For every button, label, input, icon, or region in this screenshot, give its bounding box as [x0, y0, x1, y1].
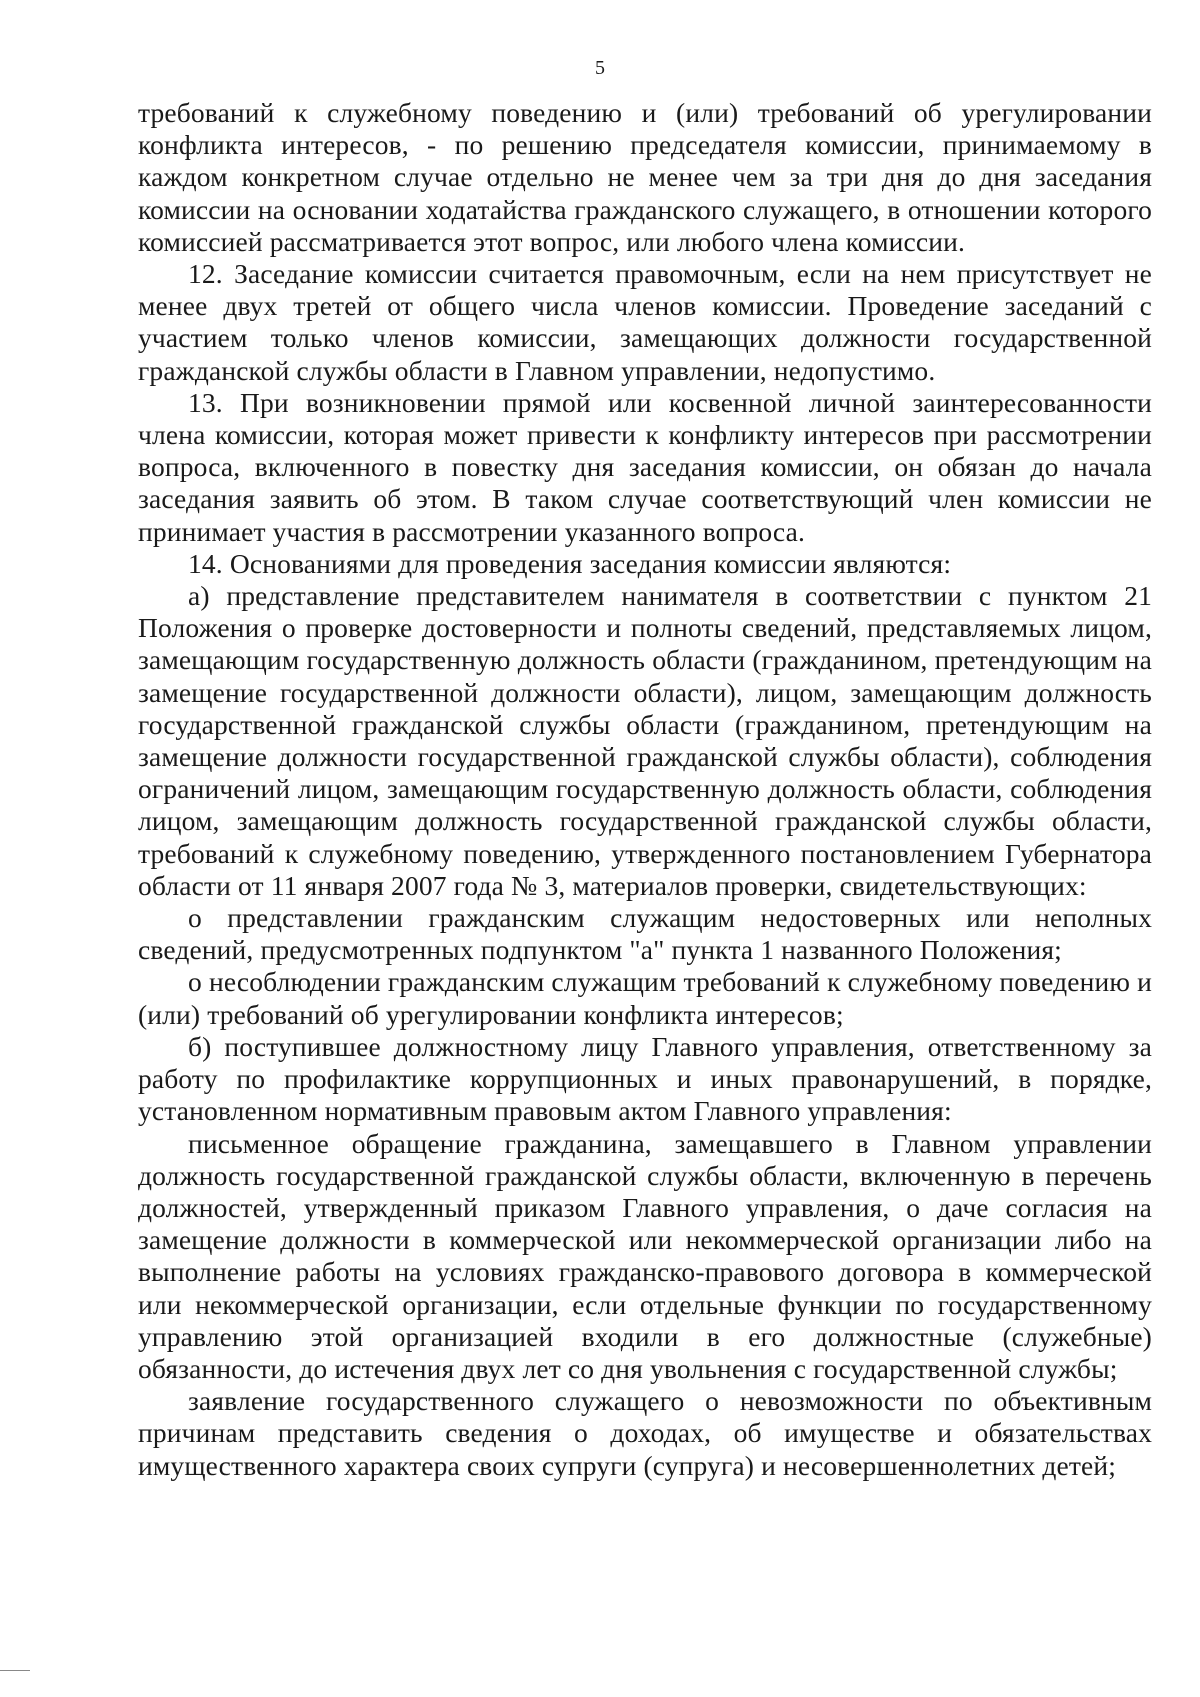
paragraph-subitem-b-1: письменное обращение гражданина, замещавшего в Главном управлении должность государственной гражданской службы области, включенную в перечень должностей, утвержденный приказом Главного управления, о даче согласия на замещение должности в коммерческой или некоммерческой организации либо на выполнение работы на условиях гражданско-правового договора в коммерческой или некоммерческой организации, если отдельные функции по государственному управлению этой организацией входили в его должностные (служебные) обязанности, до истечения двух лет со дня увольнения с государственной службы;: [138, 1127, 1152, 1384]
paragraph-subitem-a-2: о несоблюдении гражданским служащим требований к служебному поведению и (или) требований об урегулировании конфликта интересов;: [138, 966, 1152, 1030]
paragraph-subitem-a-1: о представлении гражданским служащим недостоверных или неполных сведений, предусмотренных подпунктом "а" пункта 1 названного Положения;: [138, 902, 1152, 966]
paragraph-item-12: 12. Заседание комиссии считается правомочным, если на нем присутствует не менее двух третей от общего числа членов комиссии. Проведение заседаний с участием только членов комиссии, замещающих должности государственной гражданской службы области в Главном управлении, недопустимо.: [138, 258, 1152, 386]
paragraph-subitem-b: б) поступившее должностному лицу Главного управления, ответственному за работу по профилактике коррупционных и иных правонарушений, в порядке, установленном нормативным правовым актом Главного управления:: [138, 1030, 1152, 1127]
paragraph-subitem-b-2: заявление государственного служащего о невозможности по объективным причинам представить сведения о доходах, об имуществе и обязательствах имущественного характера своих супруги (супруга) и несовершеннолетних детей;: [138, 1385, 1152, 1481]
page-number: 5: [595, 57, 605, 79]
paragraph-item-13: 13. При возникновении прямой или косвенной личной заинтересованности члена комиссии, которая может привести к конфликту интересов при рассмотрении вопроса, включенного в повестку дня заседания комиссии, он обязан до начала заседания заявить об этом. В таком случае соответствующий член комиссии не принимает участия в рассмотрении указанного вопроса.: [138, 386, 1152, 547]
scan-edge-mark: [0, 1670, 30, 1671]
paragraph-item-14: 14. Основаниями для проведения заседания комиссии являются:: [188, 547, 952, 579]
paragraph-subitem-a: а) представление представителем нанимателя в соответствии с пунктом 21 Положения о проверке достоверности и полноты сведений, представляемых лицом, замещающим государственную должность области (гражданином, претендующим на замещение государственной должности области), лицом, замещающим должность государственной гражданской службы области (гражданином, претендующим на замещение должности государственной гражданской службы области), соблюдения ограничений лицом, замещающим государственную должность области, соблюдения лицом, замещающим должность государственной гражданской службы области, требований к служебному поведению, утвержденного постановлением Губернатора области от 11 января 2007 года № 3, материалов проверки, свидетельствующих:: [138, 580, 1152, 901]
paragraph-continuation: требований к служебному поведению и (или) требований об урегулировании конфликта интересов, - по решению председателя комиссии, принимаемому в каждом конкретном случае отдельно не менее чем за три дня до дня заседания комиссии на основании ходатайства гражданского служащего, в отношении которого комиссией рассматривается этот вопрос, или любого члена комиссии.: [138, 97, 1152, 257]
document-body: [138, 97, 1152, 1482]
